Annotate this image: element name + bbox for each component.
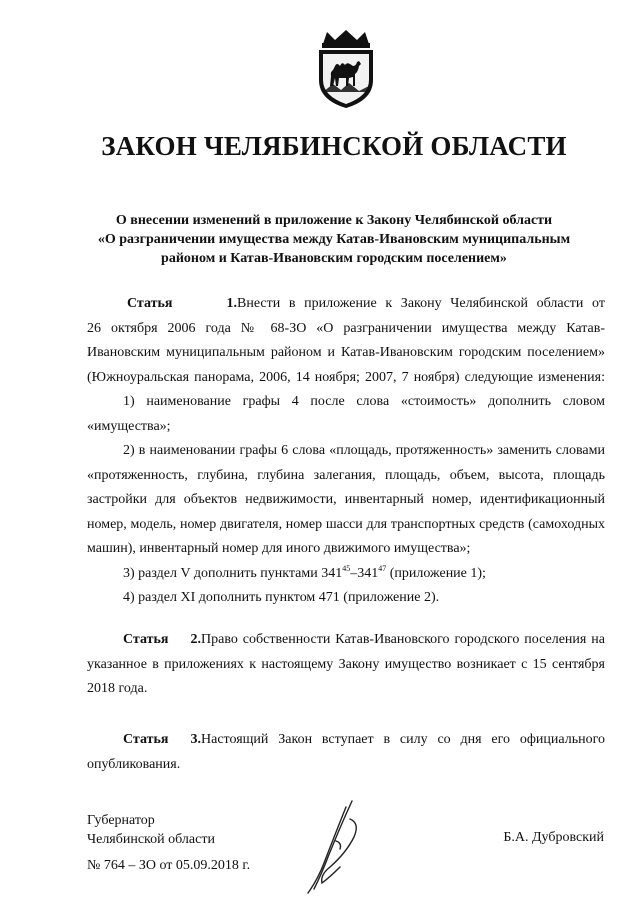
- article-3-label: Статья 3.: [123, 732, 201, 747]
- article-text-line: Ивановским муниципальным районом и Катав-Ивановским городским поселением»: [87, 345, 605, 360]
- article-2: [87, 628, 605, 702]
- article-text-line: (Южноуральская панорама, 2006, 14 ноября; 2007, 7 ноября) следующие изменения:: [87, 369, 605, 385]
- position-line: Челябинской области: [87, 832, 215, 847]
- article-text-line: Внести в приложение к Закону Челябинской области от: [237, 296, 605, 311]
- article-text-line: 2018 года.: [87, 681, 148, 696]
- subtitle-line: «О разграничении имущества между Катав-Ивановским муниципальным: [97, 232, 571, 247]
- article-2-first-line: [87, 628, 605, 653]
- subtitle-line: районом и Катав-Ивановским городским поселением»: [161, 251, 507, 266]
- article-1-item-3: [87, 562, 605, 587]
- article-text-line: указанное в приложениях к настоящему Закону имущество возникает с 15 сентября: [87, 656, 605, 672]
- article-text-line: 4) раздел XI дополнить пунктом 471 (приложение 2).: [123, 590, 440, 605]
- item-3-text: –341: [350, 565, 379, 581]
- article-text-line: «протяженность, глубина, глубина залегания, площадь, объем, высота, площадь: [87, 467, 605, 483]
- article-text-line: 2) в наименовании графы 6 слова «площадь, протяженность» заменить словами: [123, 443, 605, 458]
- subtitle-line: О внесении изменений в приложение к Закону Челябинской области: [115, 213, 553, 228]
- article-text-line: опубликования.: [87, 756, 181, 772]
- handwritten-signature-icon: [300, 797, 368, 897]
- article-1-first-line: [87, 292, 605, 317]
- article-2-label: Статья 2.: [123, 632, 201, 647]
- law-subtitle: [60, 211, 608, 268]
- item-3-text: (приложение 1);: [386, 565, 486, 581]
- article-text-line: «имущества»;: [87, 418, 171, 434]
- item-3-superscript: 45: [342, 563, 351, 573]
- article-text-line: Право собственности Катав-Ивановского городского поселения на: [201, 632, 605, 647]
- coat-of-arms-icon: [313, 28, 379, 110]
- article-text-line: Настоящий Закон вступает в силу со дня его официального: [201, 732, 605, 747]
- article-3: [87, 728, 605, 777]
- item-3-text: 3) раздел V дополнить пунктами 341: [123, 565, 343, 581]
- article-text-line: машин), инвентарный номер для иного движимого имущества»;: [87, 541, 471, 556]
- signatory-position: [87, 811, 215, 849]
- article-text-line: номер, модель, номер двигателя, номер шасси для транспортных средств (самоходных: [87, 516, 605, 532]
- article-text-line: 1) наименование графы 4 после слова «стоимость» дополнить словом: [123, 394, 605, 409]
- article-1: [87, 292, 605, 611]
- registration-number: № 764 – ЗО от 05.09.2018 г.: [87, 858, 251, 873]
- article-text-line: застройки для объектов недвижимости, инвентарный номер, идентификационный: [87, 492, 605, 507]
- signer-name: Б.А. Дубровский: [503, 830, 604, 845]
- law-title: ЗАКОН ЧЕЛЯБИНСКОЙ ОБЛАСТИ: [101, 131, 567, 161]
- article-text-line: 26 октября 2006 года № 68-ЗО «О разграничении имущества между Катав-: [87, 320, 605, 336]
- position-line: Губернатор: [87, 813, 155, 828]
- item-3-superscript: 47: [378, 563, 387, 573]
- article-1-label: Статья 1.: [127, 296, 237, 311]
- article-3-first-line: [87, 728, 605, 753]
